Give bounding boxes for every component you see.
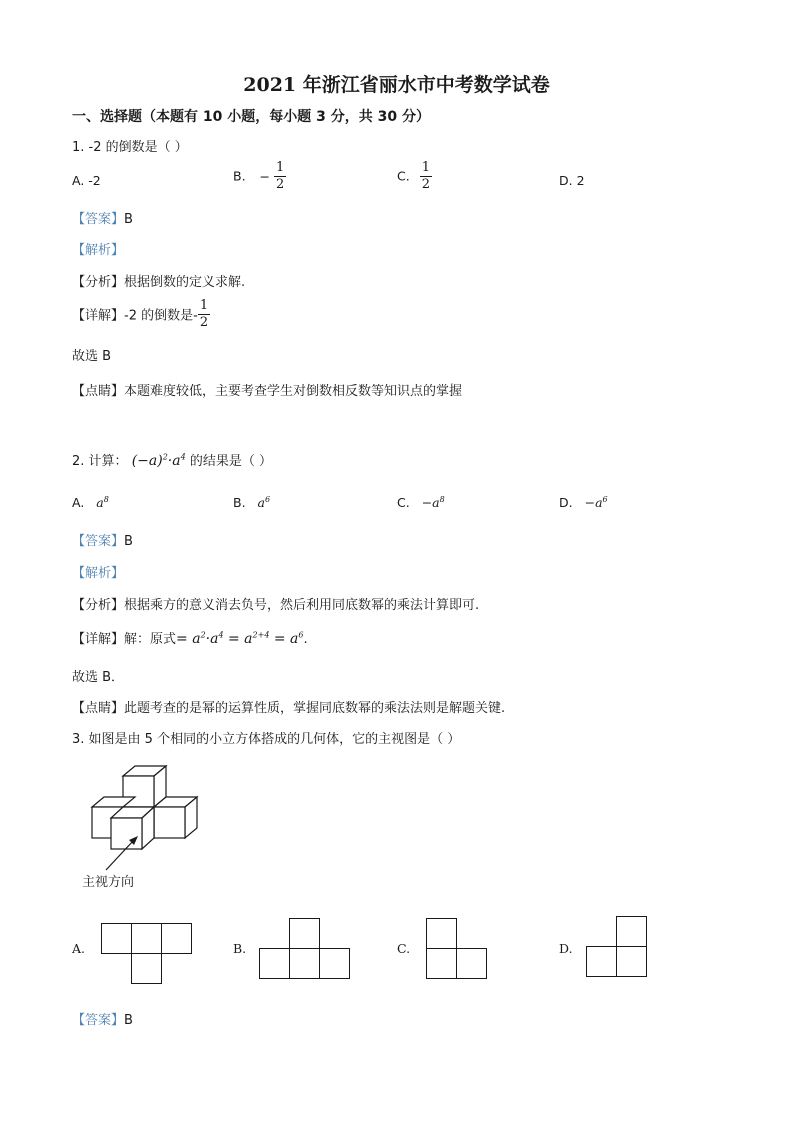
q2-fenxi-tag: 【分析】: [72, 598, 125, 613]
q1-option-b-label: B.: [233, 168, 246, 184]
q3-view-label: 主视方向: [82, 875, 135, 890]
q1-xiangjie-num: 1: [199, 298, 209, 313]
q2-option-d: [559, 495, 608, 510]
q1-dianjing: [72, 380, 462, 399]
q2-stem-expression: $(-a)^2\cdot a^4$: [131, 452, 186, 469]
q3-option-b-label: B.: [233, 941, 247, 956]
q3-answer-tag: 【答案】: [72, 1013, 125, 1028]
q2-option-a-label: A.: [72, 495, 85, 511]
q2-stem-suffix: 的结果是（ ）: [189, 454, 272, 469]
q3-option-c-label: C.: [397, 941, 411, 956]
q1-option-b-num: 1: [276, 160, 285, 175]
q2-answer: [72, 530, 133, 549]
q3-option-c-shape: [426, 918, 488, 980]
q1-analysis-tag: 【解析】: [72, 243, 125, 258]
q2-xiangjie-tag: 【详解】: [72, 632, 125, 647]
section-heading: 一、选择题（本题有 10 小题，每小题 3 分，共 30 分）: [72, 109, 430, 125]
q1-option-c-label: C.: [397, 168, 410, 184]
q3-answer-value: B: [124, 1013, 133, 1028]
q1-xiangjie-den: 2: [199, 314, 209, 330]
q2-xiangjie: 【详解】解：原式= $a^2\cdot a^4 = a^{2+4} = a^6$.: [72, 630, 308, 647]
q2-analysis-tag: 【解析】: [72, 566, 125, 581]
q1-xiangjie-fraction: [198, 298, 210, 330]
q2-dianjing-tag: 【点睛】: [72, 701, 125, 716]
q2-fenxi: [72, 594, 479, 613]
q1-option-c-fraction: [420, 160, 432, 192]
q3-option-d-label: D.: [559, 941, 573, 956]
q1-option-b-sign: −: [259, 168, 271, 184]
q1-answer: [72, 208, 133, 227]
q1-answer-tag: 【答案】: [72, 212, 125, 227]
q1-option-d: D. 2: [559, 173, 585, 188]
q3-option-a-label: A.: [72, 941, 86, 956]
q1-option-c-num: 1: [421, 160, 430, 175]
q2-xiangjie-prefix: 解：原式: [124, 632, 177, 647]
q2-stem: [72, 450, 272, 469]
q1-xiangjie-text: -2 的倒数是-: [124, 308, 198, 324]
q1-dianjing-tag: 【点睛】: [72, 384, 125, 399]
q2-answer-tag: 【答案】: [72, 534, 125, 549]
q1-answer-value: B: [124, 212, 133, 227]
q2-option-c: [397, 495, 445, 510]
q3-option-a-shape: [101, 923, 193, 985]
q1-xiangjie-tag: 【详解】: [72, 308, 125, 324]
q2-option-a-expr: $a^8$: [96, 495, 109, 511]
q1-stem: 1. -2 的倒数是（ ）: [72, 140, 188, 155]
q2-xiangjie-expr: = $a^2\cdot a^4 = a^{2+4} = a^6$: [176, 630, 304, 647]
q1-option-b: [233, 160, 286, 192]
q1-fenxi-text: 根据倒数的定义求解.: [124, 275, 246, 290]
q2-option-d-label: D.: [559, 495, 573, 511]
q2-option-a: [72, 495, 109, 510]
q3-stem: 3. 如图是由 5 个相同的小立方体搭成的几何体，它的主视图是（ ）: [72, 732, 461, 747]
q1-option-b-fraction: [274, 160, 286, 192]
q3-answer: [72, 1009, 133, 1028]
q2-option-b-label: B.: [233, 495, 246, 511]
q1-fenxi: [72, 271, 245, 290]
q2-option-b: [233, 495, 270, 510]
q3-option-b-shape: [259, 918, 351, 980]
q2-dianjing-text: 此题考查的是幂的运算性质，掌握同底数幂的乘法法则是解题关键.: [124, 701, 506, 716]
q2-option-c-label: C.: [397, 495, 410, 511]
q1-option-a: A. -2: [72, 173, 101, 188]
q1-choose: 故选 B: [72, 349, 112, 364]
q1-dianjing-text: 本题难度较低，主要考查学生对倒数相反数等知识点的掌握: [124, 384, 463, 399]
q2-choose: 故选 B．: [72, 670, 125, 685]
q1-option-b-den: 2: [276, 176, 285, 192]
q2-dianjing: [72, 697, 505, 716]
q2-stem-prefix: 2. 计算：: [72, 454, 128, 469]
q2-option-c-expr: $-a^8$: [421, 495, 445, 511]
back-right-front-face: [154, 807, 185, 838]
q1-fenxi-tag: 【分析】: [72, 275, 125, 290]
q1-xiangjie: [72, 298, 210, 330]
document-title: 2021 年浙江省丽水市中考数学试卷: [243, 74, 550, 96]
q2-option-b-expr: $a^6$: [257, 495, 271, 511]
q2-option-d-expr: $-a^6$: [584, 495, 608, 511]
q2-answer-value: B: [124, 534, 133, 549]
q1-option-c: [397, 160, 432, 192]
q2-fenxi-text: 根据乘方的意义消去负号，然后利用同底数幂的乘法计算即可.: [124, 598, 480, 613]
q3-option-d-shape: [586, 916, 648, 978]
q1-option-c-den: 2: [421, 176, 430, 192]
